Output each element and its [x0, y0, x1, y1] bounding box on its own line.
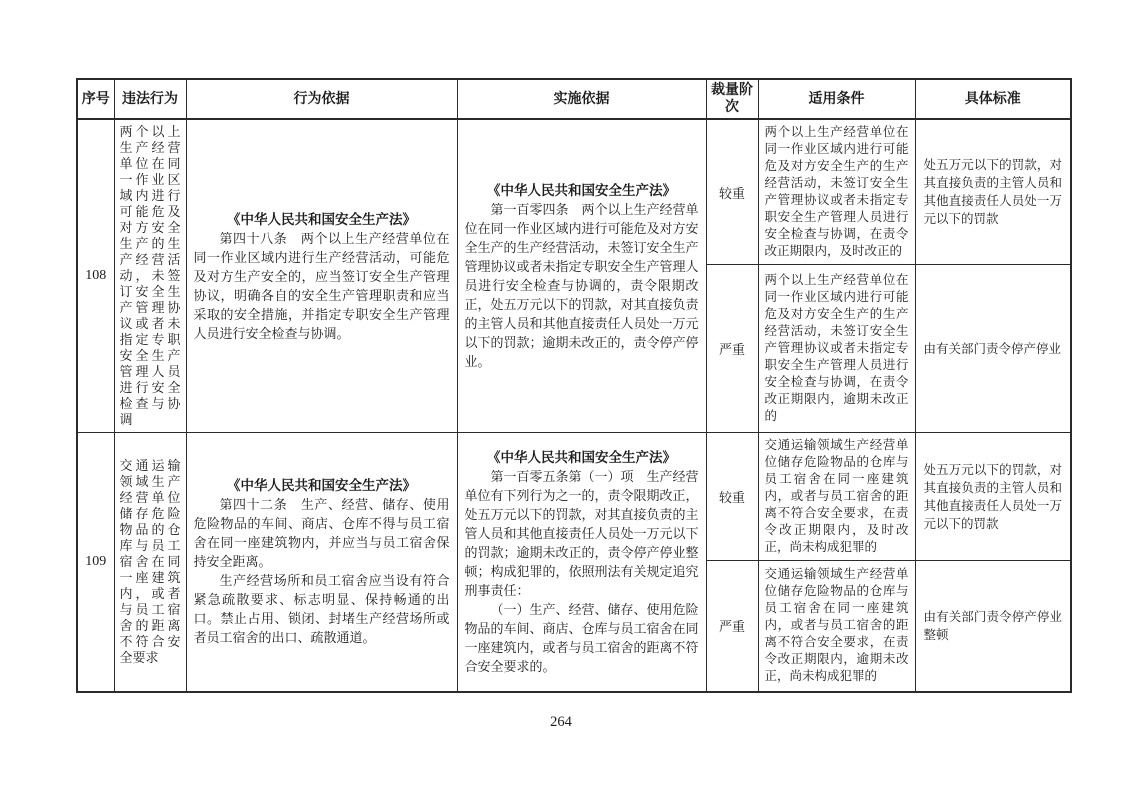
law-title: 《中华人民共和国安全生产法》: [487, 183, 676, 198]
law-paragraph: 生产经营场所和员工宿舍应当设有符合紧急疏散要求、标志明显、保持畅通的出口。禁止占用、锁闭、封堵生产经营场所或者员工宿舍的出口、疏散通道。: [193, 573, 450, 646]
table-row-108-sub-1: [77, 119, 1071, 265]
violation-cell-109: [114, 433, 186, 692]
header-violation: 违法行为: [114, 79, 186, 119]
standard-cell: 由有关部门责令停产停业: [915, 265, 1071, 433]
header-behavior-basis: 行为依据: [186, 79, 457, 119]
behavior-basis-cell-109: [186, 433, 457, 692]
standard-cell: 处五万元以下的罚款，对其直接负责的主管人员和其他直接责任人员处一万元以下的罚款: [915, 119, 1071, 265]
header-implementation-basis: 实施依据: [457, 79, 706, 119]
law-title: 《中华人民共和国安全生产法》: [487, 449, 676, 465]
implementation-basis-cell-109: [457, 433, 706, 692]
law-title: 《中华人民共和国安全生产法》: [227, 211, 416, 227]
condition-cell: 交通运输领域生产经营单位储存危险物品的仓库与员工宿舍在同一座建筑内，或者与员工宿舍的距离不符合安全要求，在责令改正期限内，及时改正，尚未构成犯罪的: [758, 433, 915, 561]
header-specific-standards: 具体标准: [915, 79, 1071, 119]
serial-cell-109: 109: [77, 433, 114, 692]
law-paragraph: （一）生产、经营、储存、使用危险物品的车间、商店、仓库与员工宿舍在同一座建筑内，或者与员工宿舍的距离不符合安全要求的。: [464, 601, 699, 674]
discretion-level-cell: 较重: [706, 119, 758, 265]
behavior-basis-cell-108: [186, 119, 457, 433]
header-applicable-conditions: 适用条件: [758, 79, 915, 119]
violation-text: 交通运输领域生产经营单位储存危险物品的仓库与员工宿舍在同一座建筑内，或者与员工宿舍的距离不符合安全要求: [119, 457, 181, 665]
standard-cell: 处五万元以下的罚款，对其直接负责的主管人员和其他直接责任人员处一万元以下的罚款: [915, 433, 1071, 561]
serial-cell-108: 108: [77, 119, 114, 433]
law-title: 《中华人民共和国安全生产法》: [227, 478, 416, 494]
condition-cell: 两个以上生产经营单位在同一作业区域内进行可能危及对方安全生产的生产经营活动，未签订安全生产管理协议或者未指定专职安全生产管理人员进行安全检查与协调，在责令改正期限内，逾期未改正的: [758, 265, 915, 433]
header-discretion-level: 裁量阶次: [706, 79, 758, 119]
discretion-level-cell: 较重: [706, 433, 758, 561]
table-row-109-sub-1: [77, 433, 1071, 561]
discretion-level-cell: 严重: [706, 265, 758, 433]
condition-cell: 两个以上生产经营单位在同一作业区域内进行可能危及对方安全生产的生产经营活动，未签订安全生产管理协议或者未指定专职安全生产管理人员进行安全检查与协调，在责令改正期限内，及时改正的: [758, 119, 915, 265]
implementation-basis-cell-108: [457, 119, 706, 433]
law-paragraph: 第一百零四条 两个以上生产经营单位在同一作业区域内进行可能危及对方安全生产的生产经营活动，未签订安全生产管理协议或者未指定专职安全生产管理人员进行安全检查与协调的，责令限期改正，处五万元以下的罚款，对其直接负责的主管人员和其他直接责任人员处一万元以下的罚款；逾期未改正的，责令停产停业。: [464, 202, 699, 369]
condition-cell: 交通运输领域生产经营单位储存危险物品的仓库与员工宿舍在同一座建筑内，或者与员工宿舍的距离不符合安全要求，在责令改正期限内，逾期未改正，尚未构成犯罪的: [758, 561, 915, 692]
violation-text: 两个以上生产经营单位在同一作业区域内进行可能危及对方安全生产的生产经营活动，未签订安全生产管理协议或者未指定专职安全生产管理人员进行安全检查与协调: [119, 124, 181, 427]
standard-cell: 由有关部门责令停产停业整顿: [915, 561, 1071, 692]
law-paragraph: 第一百零五条第（一）项 生产经营单位有下列行为之一的，责令限期改正，处五万元以下的罚款，对其直接负责的主管人员和其他直接责任人员处一万元以下的罚款；逾期未改正的，责令停产停业整顿；构成犯罪的，依照刑法有关规定追究刑事责任：: [464, 468, 699, 598]
discretion-level-cell: 严重: [706, 561, 758, 692]
violation-cell-108: [114, 119, 186, 433]
table-header-row: [77, 79, 1071, 119]
header-serial-number: 序号: [77, 79, 114, 119]
law-paragraph: 第四十八条 两个以上生产经营单位在同一作业区域内进行生产经营活动，可能危及对方生产安全的，应当签订安全生产管理协议，明确各自的安全生产管理职责和应当采取的安全措施，并指定专职安全生产管理人员进行安全检查与协调。: [193, 230, 450, 341]
violation-discretion-table: [76, 78, 1072, 693]
page-number: 264: [550, 714, 572, 730]
law-paragraph: 第四十二条 生产、经营、储存、使用危险物品的车间、商店、仓库不得与员工宿舍在同一座建筑物内，并应当与员工宿舍保持安全距离。: [193, 497, 450, 570]
